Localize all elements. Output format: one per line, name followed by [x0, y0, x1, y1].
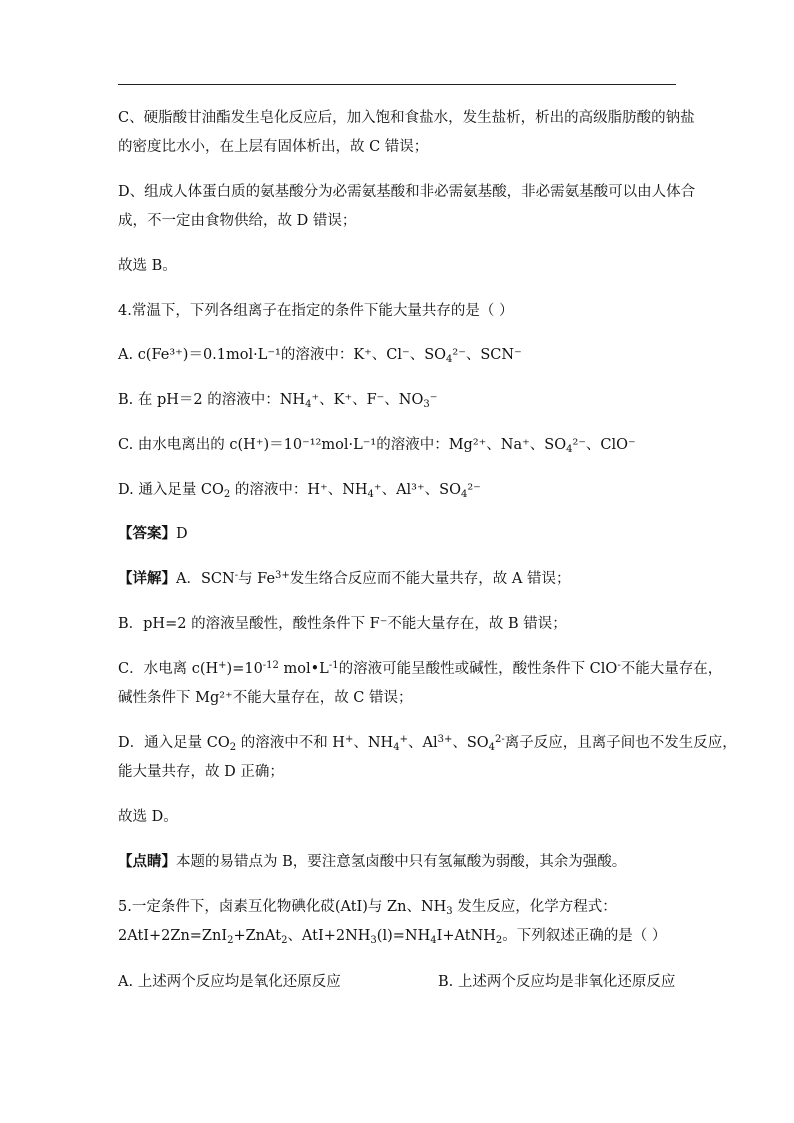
- answer-label: 【答案】: [118, 525, 176, 542]
- question-4-option-b: B. 在 pH＝2 的溶液中：$NH_4^+$、K⁺、F⁻、$NO_3^-$: [118, 392, 438, 410]
- answer-c-line-2: 的密度比水小，在上层有固体析出，故 C 错误；: [118, 139, 429, 155]
- detail-d-line-1: D．通入足量 $CO_2$ 的溶液中不和 H+、$NH_4^+$、$Al^{3+}$、$SO_4^{2-}$离子反应，且离子间也不发生反应，: [118, 734, 737, 753]
- detail-c-line-1: C．水电离 $c(H^+)=10^{-12}$ $mol•L^{-1}$的溶液可能呈酸性或碱性，酸性条件下 ClO-不能大量存在，: [118, 660, 723, 677]
- detail-c-line-2: 碱性条件下 Mg²⁺不能大量存在，故 C 错误；: [118, 690, 413, 706]
- conclusion-b: 故选 B。: [118, 258, 177, 274]
- answer-c-line-1: C、硬脂酸甘油酯发生皂化反应后，加入饱和食盐水，发生盐析，析出的高级脂肪酸的钠盐: [118, 110, 695, 126]
- question-4-stem: 4.常温下，下列各组离子在指定的条件下能大量共存的是（ ）: [118, 303, 514, 319]
- comment-line: 【点睛】本题的易错点为 B，要注意氢卤酸中只有氢氟酸为弱酸，其余为强酸。: [118, 853, 627, 870]
- question-5-option-b: B. 上述两个反应均是非氧化还原反应: [438, 974, 676, 990]
- detail-label: 【详解】: [118, 570, 176, 587]
- question-4-option-a: A. c(Fe³⁺)＝0.1mol·L⁻¹的溶液中：K⁺、Cl⁻、$SO_4^{2-}$、SCN⁻: [118, 347, 522, 365]
- question-5-equation-line: 2AtI+2Zn=ZnI$_2$+ZnAt$_2$、$AtI+2NH_3(l)=NH_4I+AtNH_2$。下列叙述正确的是（ ）: [118, 928, 667, 946]
- conclusion-d: 故选 D。: [118, 809, 178, 825]
- question-5-stem-line-1: 5.一定条件下，卤素互化物碘化砹(AtI)与 Zn、$NH_3$ 发生反应，化学方程式：: [118, 899, 617, 917]
- header-rule: [118, 84, 676, 85]
- question-4-option-c: C. 由水电离出的 c(H⁺)＝10⁻¹²mol·L⁻¹的溶液中：Mg²⁺、Na⁺、$SO_4^{2-}$、ClO⁻: [118, 437, 636, 455]
- answer-value: D: [176, 526, 188, 542]
- question-5-option-a: A. 上述两个反应均是氧化还原反应: [118, 974, 341, 990]
- detail-d-line-2: 能大量共存，故 D 正确；: [118, 764, 284, 780]
- answer-line: [118, 524, 188, 544]
- detail-a: 【详解】A．SCN-与 $Fe^{3+}$发生络合反应而不能大量共存，故 A 错误；: [118, 570, 571, 587]
- answer-d-line-2: 成，不一定由食物供给，故 D 错误；: [118, 213, 357, 229]
- comment-label: 【点睛】: [118, 853, 176, 870]
- detail-b: B．pH=2 的溶液呈酸性，酸性条件下 F⁻不能大量存在，故 B 错误；: [118, 616, 567, 632]
- question-4-option-d: D. 通入足量 $CO_2$ 的溶液中：H⁺、$NH_4^+$、Al³⁺、$SO_4^{2-}$: [118, 482, 481, 500]
- answer-d-line-1: D、组成人体蛋白质的氨基酸分为必需氨基酸和非必需氨基酸，非必需氨基酸可以由人体合: [118, 184, 696, 200]
